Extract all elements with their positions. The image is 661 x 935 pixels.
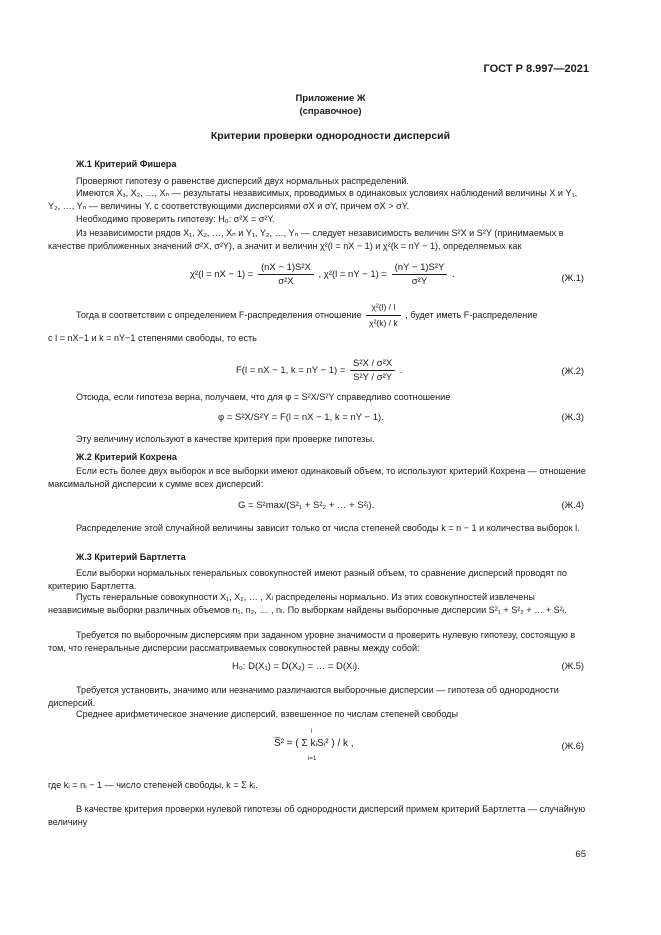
paragraph: Эту величину используют в качестве критерия при проверке гипотезы. xyxy=(76,434,375,444)
main-title: Критерии проверки однородности дисперсий xyxy=(210,130,451,142)
sum-lower-limit: i=1 xyxy=(308,756,317,762)
section-heading-cochran: Ж.2 Критерий Кохрена xyxy=(76,452,177,462)
paragraph: Проверяют гипотезу о равенстве дисперсий двух нормальных распределений. xyxy=(76,176,409,186)
paragraph: где kᵢ = nᵢ − 1 — число степеней свободы, k = Σ kᵢ. xyxy=(48,780,258,790)
paragraph: Если выборки нормальных генеральных совокупностей имеют разный объем, то сравнение дисперсий проводят по критерию Бартлетта. xyxy=(48,568,567,591)
appendix-title: Приложение Ж xyxy=(295,93,366,104)
appendix-subtitle: (справочное) xyxy=(299,106,362,117)
equation-number: (Ж.5) xyxy=(561,661,584,671)
equation-6: S̅² = ( Σ kᵢSᵢ² ) / k , xyxy=(274,738,354,749)
paragraph: В качестве критерия проверки нулевой гипотезы об однородности дисперсий примем критерий Бартлетта — случайную величину xyxy=(48,804,586,827)
paragraph: Среднее арифметическое значение дисперсий, взвешенное по числам степеней свободы xyxy=(76,709,459,719)
equation-3: φ = S²X/S²Y = F(l = nX − 1, k = nY − 1). xyxy=(218,412,384,423)
paragraph: Необходимо проверить гипотезу: H₀: σ²X = σ²Y. xyxy=(76,214,275,224)
equation-2: F(l = nX − 1, k = nY − 1) = $\frac{\text{S²X / σ²X}}{\text{S²Y / σ²Y}}$ . xyxy=(236,358,403,383)
equation-4: G = S²max/(S²₁ + S²₂ + … + S²ₗ). xyxy=(238,500,375,511)
section-heading-fisher: Ж.1 Критерий Фишера xyxy=(76,159,177,169)
sum-upper-limit: l xyxy=(311,729,313,735)
paragraph: Отсюда, если гипотеза верна, получаем, что для φ = S²X/S²Y справедливо соотношение xyxy=(76,392,451,402)
paragraph: Требуется по выборочным дисперсиям при заданном уровне значимости α проверить нулевую гипотезу, состоящую в том, что генеральные дисперсии рассматриваемых совокупностей равны между собой: xyxy=(48,630,576,653)
equation-number: (Ж.3) xyxy=(561,412,584,422)
equation-5: H₀: D(X₁) = D(X₂) = … = D(Xₗ). xyxy=(232,661,360,672)
page-number: 65 xyxy=(575,849,586,860)
paragraph: Требуется установить, значимо или незначимо различаются выборочные дисперсии — гипотеза об однородности дисперсий. xyxy=(48,685,559,708)
paragraph: Из независимости рядов X₁, X₂, …, Xₙ и Y₁, Y₂, …, Yₙ — следует независимость величин S²X и S²Y (принимаемых в качестве приближенных значений σ²X, σ²Y), а значит и величин χ²(l = nX − 1) и χ²(k = nY − 1), определяемых как xyxy=(48,228,564,251)
paragraph: Тогда в соответствии с определением F-распределения отношение $\frac{\text{χ²(l) / l}}{\text{χ²(k) / k}}$ , будет иметь F-распределение xyxy=(76,302,538,328)
paragraph: Если есть более двух выборок и все выборки имеют одинаковый объем, то используют критерий Кохрена — отношение максимальной дисперсии к сумме всех дисперсий: xyxy=(48,466,586,489)
paragraph: Пусть генеральные совокупности X₁, X₂, … , Xₗ распределены нормально. Из этих совокупностей извлечены независимые выборки различных объемов n₁, n₂, … , nₗ. По выборкам найдены выборочные дисперсии S²₁ + S²₂ + … + S²ₗ. xyxy=(48,592,567,615)
equation-number: (Ж.4) xyxy=(561,500,584,510)
section-heading-bartlett: Ж.3 Критерий Бартлетта xyxy=(76,552,186,562)
paragraph: с l = nX−1 и k = nY−1 степенями свободы, то есть xyxy=(48,333,257,343)
paragraph: Имеются X₁, X₂, …, Xₙ — результаты независимых, проводимых в одинаковых условиях наблюдений величины X и Y₁, Y₂, …, Yₙ — величины Y, с соответствующими дисперсиями σX и σY, причем σX > σY. xyxy=(48,188,578,211)
equation-1: χ²(l = nX − 1) = $\frac{\text{(nX − 1)S²X}}{\text{σ²X}}$ , χ²(l = nY − 1) = $\frac{\text{(nY − 1)S²Y}}{\text{σ²Y}}$ . xyxy=(190,262,455,287)
paragraph: Распределение этой случайной величины зависит только от числа степеней свободы k = n − 1 и количества выборок l. xyxy=(76,523,580,533)
equation-number: (Ж.1) xyxy=(561,273,584,283)
equation-number: (Ж.6) xyxy=(561,741,584,751)
standard-number: ГОСТ Р 8.997—2021 xyxy=(483,63,589,75)
equation-number: (Ж.2) xyxy=(561,366,584,376)
